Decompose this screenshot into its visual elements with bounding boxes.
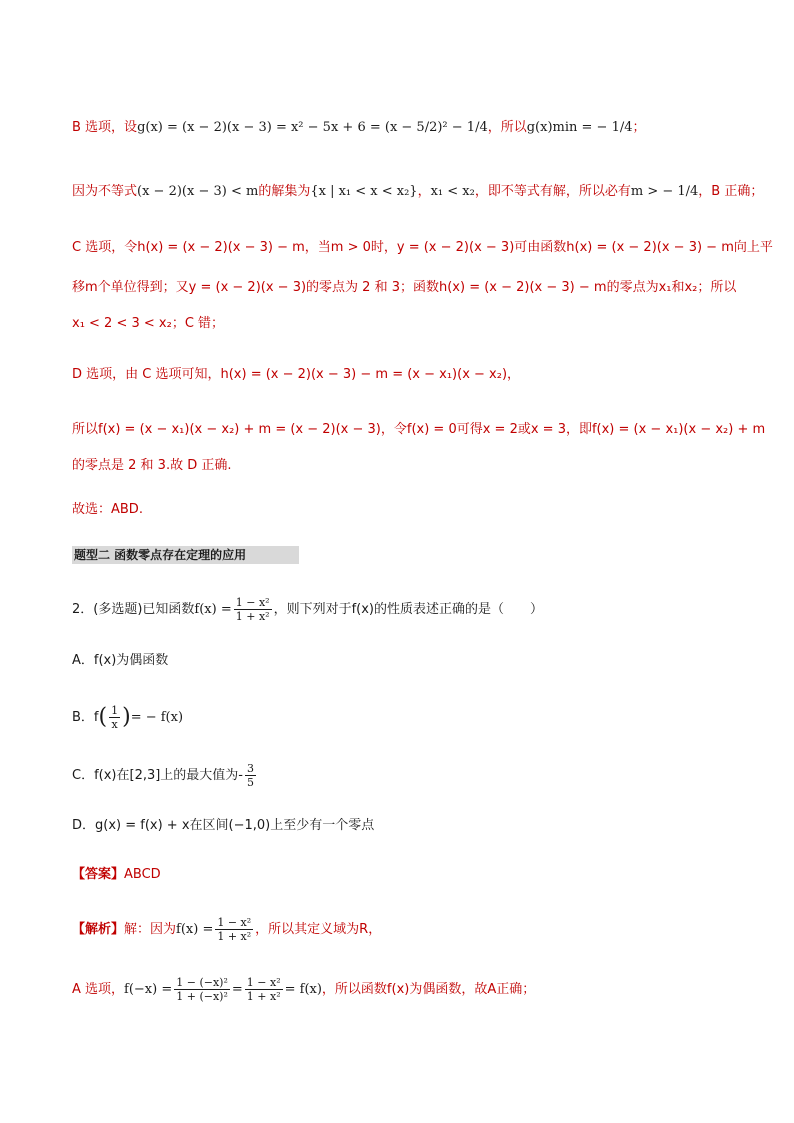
- b-ineq-expr1: (x − 2)(x − 3) < m: [137, 184, 259, 199]
- option-b-fraction: [109, 704, 120, 731]
- c-option-line3: x₁ < 2 < 3 < x₂；C 错；: [72, 316, 225, 331]
- question-func-num: 1 − x²: [235, 596, 270, 609]
- a-option-fraction1: [174, 976, 230, 1003]
- analysis-func-den: 1 + x²: [217, 930, 252, 943]
- b-option-min: g(x)min = − 1/4: [526, 120, 633, 135]
- a-option-d2: 1 + x²: [246, 990, 281, 1003]
- option-b-num: 1: [111, 704, 119, 717]
- choose-line: 故选：ABD.: [72, 502, 143, 517]
- b-ineq-rel: x₁ < x₂: [430, 184, 475, 199]
- analysis-line: [72, 916, 381, 943]
- analysis-func-num: 1 − x²: [217, 916, 252, 929]
- a-option-suffix: ，所以函数f(x)为偶函数，故A正确；: [321, 982, 536, 997]
- option-b-lparen: (: [98, 704, 108, 730]
- question-func-den: 1 + x²: [235, 610, 270, 623]
- question-func-lhs: f(x) =: [194, 602, 232, 617]
- option-d: D．g(x) = f(x) + x在区间(−1,0)上至少有一个零点: [72, 818, 375, 833]
- b-ineq-set: {x | x₁ < x < x₂}: [310, 184, 418, 199]
- option-c-den: 5: [247, 776, 254, 789]
- option-c-pre: C．f(x)在[2,3]上的最大值为-: [72, 768, 243, 783]
- b-option-prefix: B 选项，设: [72, 120, 138, 135]
- analysis-label: 【解析】: [72, 922, 125, 937]
- analysis-text-pre: 解：因为: [124, 922, 177, 937]
- option-b-rparen: ): [122, 704, 131, 730]
- option-b-den: x: [111, 718, 118, 731]
- b-ineq-text5: ，B 正确；: [698, 184, 764, 199]
- b-option-line: [72, 118, 646, 138]
- option-b-pre: B．f: [72, 710, 99, 725]
- analysis-func-fraction: [215, 916, 253, 943]
- c-option-line1: C 选项，令h(x) = (x − 2)(x − 3) − m，当m > 0时，y = (x − 2)(x − 3)可由函数h(x) = (x − 2)(x − 3) − m向上平: [72, 240, 773, 255]
- a-option-rhs: = f(x): [284, 982, 322, 997]
- a-option-line: [72, 976, 535, 1003]
- answer-label: 【答案】: [72, 867, 125, 882]
- a-option-fraction2: [245, 976, 283, 1003]
- b-option-suffix: ，所以: [487, 120, 527, 135]
- analysis-text-post: ，所以其定义域为R，: [255, 922, 382, 937]
- a-option-n2: 1 − x²: [246, 976, 281, 989]
- d-option-line1: D 选项，由 C 选项可知，h(x) = (x − 2)(x − 3) − m = (x − x₁)(x − x₂)，: [72, 367, 521, 382]
- d-option-line3: 的零点是 2 和 3.故 D 正确.: [72, 458, 232, 473]
- option-c-fraction: [245, 762, 256, 789]
- a-option-n1: 1 − (−x)²: [176, 976, 228, 989]
- option-c-num: 3: [247, 762, 254, 775]
- b-ineq-cond: m > − 1/4: [630, 184, 699, 199]
- c-option-line2: 移m个单位得到；又y = (x − 2)(x − 3)的零点为 2 和 3；函数h(x) = (x − 2)(x − 3) − m的零点为x₁和x₂；所以: [72, 280, 737, 295]
- option-c: [72, 762, 258, 789]
- question-stem-prefix: 2．(多选题)已知函数: [72, 602, 195, 617]
- b-ineq-text1: 因为不等式: [72, 184, 138, 199]
- option-a: A．f(x)为偶函数: [72, 653, 169, 668]
- b-ineq-text2: 的解集为: [258, 184, 311, 199]
- b-ineq-text3: ，: [417, 184, 431, 199]
- answer-line: [72, 865, 161, 885]
- a-option-d1: 1 + (−x)²: [176, 990, 228, 1003]
- a-option-prefix: A 选项，: [72, 982, 125, 997]
- b-ineq-line: [72, 182, 763, 202]
- answer-value: ABCD: [124, 867, 161, 882]
- b-option-expr: g(x) = (x − 2)(x − 3) = x² − 5x + 6 = (x − 5/2)² − 1/4: [137, 120, 488, 135]
- option-b-post: = − f(x): [130, 710, 184, 725]
- analysis-func-lhs: f(x) =: [176, 922, 214, 937]
- d-option-line2: 所以f(x) = (x − x₁)(x − x₂) + m = (x − 2)(x − 3)，令f(x) = 0可得x = 2或x = 3，即f(x) = (x − x₁)(x − x₂) + m: [72, 422, 766, 437]
- a-option-lhs: f(−x) =: [124, 982, 173, 997]
- option-b: [72, 704, 183, 731]
- question-stem-suffix: ，则下列对于f(x)的性质表述正确的是（ ）: [273, 602, 543, 617]
- question-stem: [72, 596, 543, 623]
- section-heading: 题型二 函数零点存在定理的应用: [72, 546, 299, 564]
- b-ineq-text4: ，即不等式有解，所以必有: [474, 184, 631, 199]
- question-func-fraction: [234, 596, 272, 623]
- b-option-end: ；: [632, 120, 646, 135]
- a-option-eq: =: [231, 982, 243, 997]
